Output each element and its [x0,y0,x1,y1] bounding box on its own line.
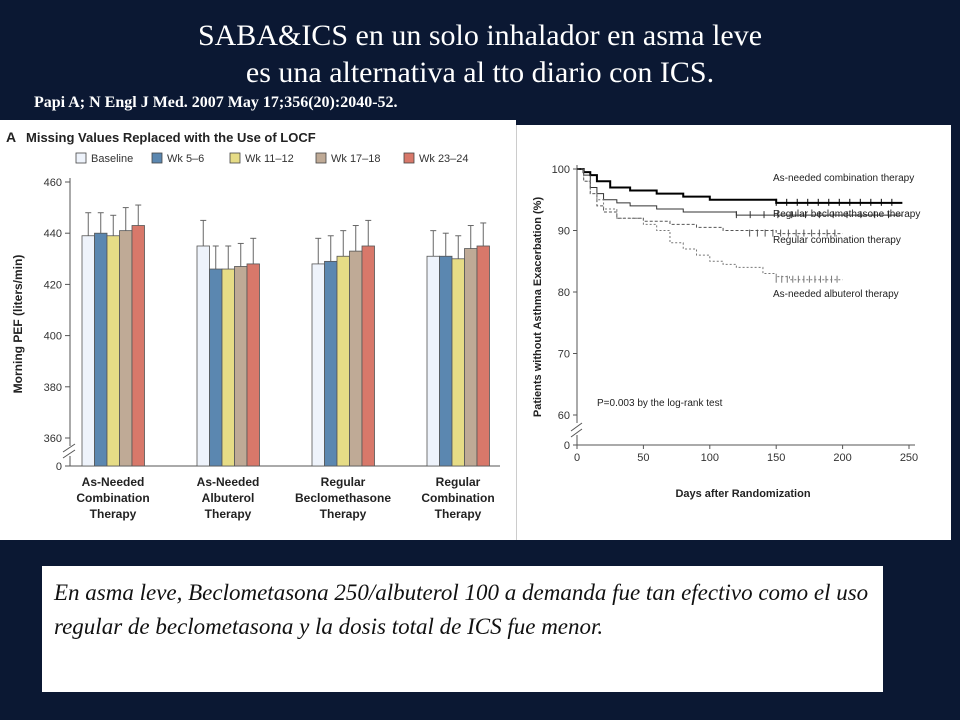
y-tick-label-5: 360 [43,433,62,445]
panel-label: A [6,129,17,145]
bar [312,264,325,466]
bar [350,251,363,466]
pvalue-annotation: P=0.003 by the log-rank test [597,397,723,409]
bar [477,246,490,466]
bar-chart-panel [0,120,516,540]
y-tick-label-1: 90 [557,225,570,238]
legend-swatch-4 [404,153,414,163]
category-label: Therapy [204,507,252,521]
bar [132,226,145,466]
legend-label-1: Wk 5–6 [167,153,205,165]
bar [222,269,235,466]
citation: Papi A; N Engl J Med. 2007 May 17;356(20):2040-52. [34,94,398,111]
category-label: Beclomethasone [294,491,392,505]
x-tick-label-0: 0 [573,452,581,464]
legend-swatch-0 [76,153,86,163]
category-label: Combination [421,491,495,505]
curve-label-3: As-needed albuterol therapy [773,289,899,300]
survival-chart-panel [516,125,951,540]
legend-label-2: Wk 11–12 [245,153,294,165]
chart-title: Missing Values Replaced with the Use of LOCF [26,130,316,145]
y-tick-label-2: 420 [43,279,62,292]
category-label: Regular [435,475,481,489]
x-tick-label-5: 250 [899,452,919,464]
bar [120,231,133,466]
y-axis-label: Patients without Asthma Exacerbation (%) [532,196,544,418]
category-label: As-Needed [196,475,260,489]
y-tick-label-3: 400 [43,330,62,343]
bar [197,246,210,466]
slide-title-line1: SABA&ICS en un solo inhalador en asma leve [197,19,763,52]
curve-label-0: As-needed combination therapy [773,173,915,184]
category-label: Therapy [434,507,482,521]
legend-swatch-2 [230,153,240,163]
y-tick-label-6: 0 [55,461,62,473]
survival-curve-3 [577,169,843,280]
y-tick-label-5: 0 [563,440,570,452]
bar [247,264,260,466]
bar [107,236,120,466]
bar [95,233,108,466]
category-label: Combination [76,491,150,505]
category-label: As-Needed [81,475,145,489]
bar-chart [0,120,516,540]
x-tick-label-4: 200 [833,452,852,464]
bar [440,256,453,466]
x-tick-label-2: 100 [700,452,719,464]
slide-title-line2: es una alternativa al tto diario con ICS. [245,56,715,89]
legend-label-3: Wk 17–18 [331,153,381,165]
legend-label-0: Baseline [91,153,134,165]
curve-label-2: Regular combination therapy [773,235,901,246]
x-tick-label-1: 50 [637,452,650,464]
category-label: Albuterol [201,491,255,505]
bar [325,261,338,466]
legend-swatch-3 [316,153,326,163]
survival-chart [517,125,951,540]
bar [235,266,248,466]
y-tick-label-4: 380 [43,381,62,394]
y-tick-label-0: 460 [43,177,62,189]
bar [427,256,440,466]
y-axis-label: Morning PEF (liters/min) [11,254,25,394]
legend-swatch-1 [152,153,162,163]
x-tick-label-3: 150 [767,452,786,464]
curve-label-1: Regular beclomethasone therapy [773,209,921,220]
y-tick-label-4: 60 [557,410,570,422]
y-tick-label-2: 80 [557,287,570,299]
category-label: Therapy [319,507,367,521]
bar [465,249,478,466]
bar [337,256,350,466]
y-tick-label-3: 70 [557,348,570,361]
y-tick-label-1: 440 [43,228,62,241]
conclusion-note: En asma leve, Beclometasona 250/albuterol 100 a demanda fue tan efectivo como el uso regular de beclometasona y la dosis total de ICS fue menor. [42,566,883,692]
bar [362,246,375,466]
x-axis-label: Days after Randomization [675,488,811,500]
bar [452,259,465,466]
legend-label-4: Wk 23–24 [419,153,469,165]
bar [210,269,223,466]
category-label: Therapy [89,507,137,521]
category-label: Regular [320,475,366,489]
bar [82,236,95,466]
y-tick-label-0: 100 [551,164,570,176]
